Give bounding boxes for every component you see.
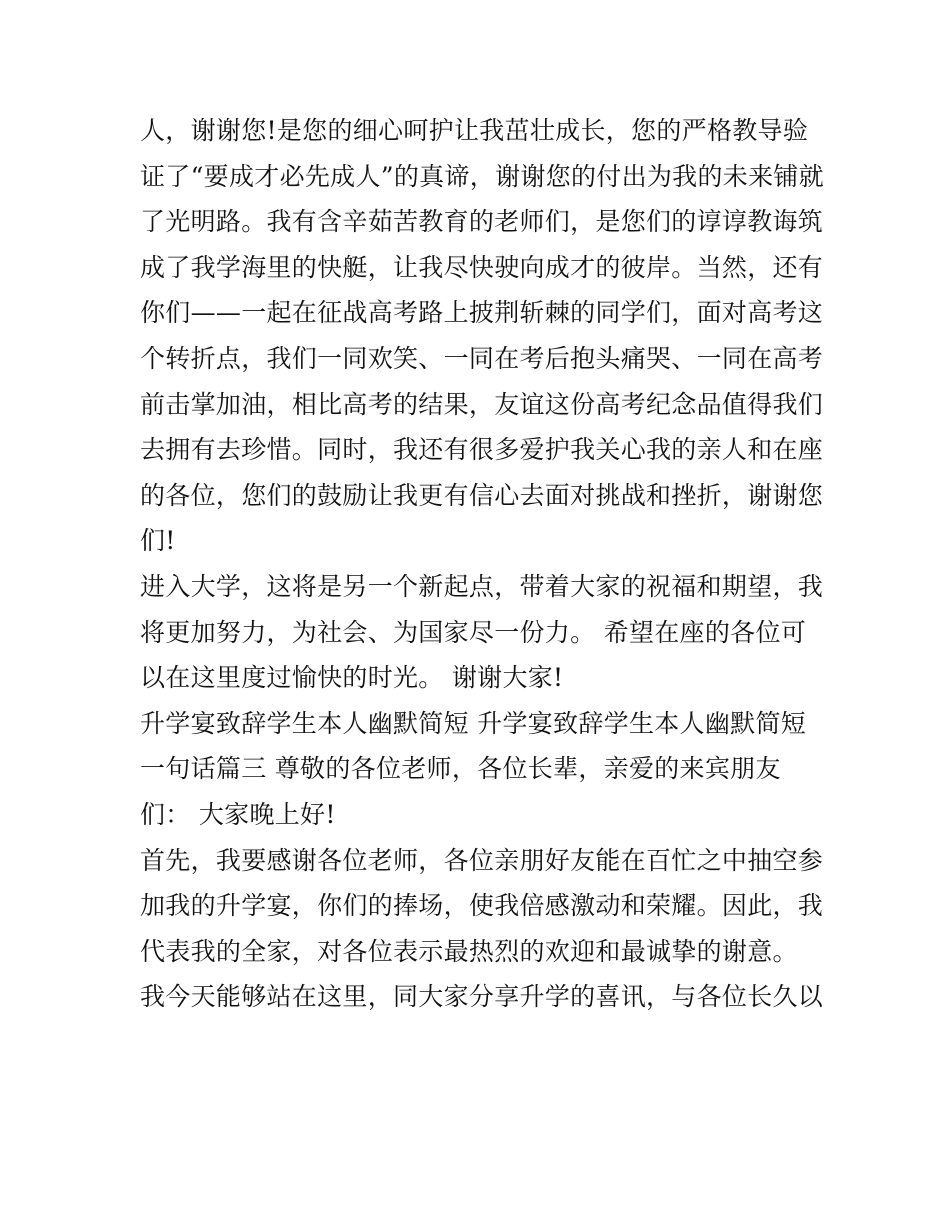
text-line: 首先，我要感谢各位老师，各位亲朋好友能在百忙之中抽空参 [140, 845, 824, 875]
text-line: 成了我学海里的快艇，让我尽快驶向成才的彼岸。当然，还有 [140, 252, 824, 282]
text-line: 去拥有去珍惜。同时，我还有很多爱护我关心我的亲人和在座 [140, 435, 824, 465]
text-line: 一句话篇三 尊敬的各位老师，各位长辈，亲爱的来宾朋友 [140, 754, 781, 784]
text-line: 以在这里度过愉快的时光。 谢谢大家! [140, 663, 564, 693]
text-line: 们! [140, 526, 176, 556]
text-line: 进入大学，这将是另一个新起点，带着大家的祝福和期望，我 [140, 571, 824, 601]
speech-text [140, 108, 824, 1020]
text-line: 们： 大家晚上好! [140, 799, 336, 829]
text-line: 升学宴致辞学生本人幽默简短 升学宴致辞学生本人幽默简短 [140, 708, 807, 738]
text-line: 证了“要成才必先成人”的真谛，谢谢您的付出为我的未来铺就 [140, 161, 824, 191]
text-line: 我今天能够站在这里，同大家分享升学的喜讯，与各位长久以 [140, 982, 824, 1012]
text-line: 的各位，您们的鼓励让我更有信心去面对挑战和挫折，谢谢您 [140, 480, 824, 510]
text-line: 个转折点，我们一同欢笑、一同在考后抱头痛哭、一同在高考 [140, 343, 824, 373]
text-line: 人，谢谢您!是您的细心呵护让我茁壮成长，您的严格教导验 [140, 116, 809, 145]
text-line: 了光明路。我有含辛茹苦教育的老师们，是您们的谆谆教诲筑 [140, 207, 824, 237]
text-line: 将更加努力，为社会、为国家尽一份力。 希望在座的各位可 [140, 617, 807, 647]
text-line: 加我的升学宴，你们的捧场，使我倍感激动和荣耀。因此，我 [140, 891, 824, 921]
text-line: 前击掌加油，相比高考的结果，友谊这份高考纪念品值得我们 [140, 389, 824, 419]
text-line: 你们——一起在征战高考路上披荆斩棘的同学们，面对高考这 [140, 298, 824, 328]
text-line: 代表我的全家，对各位表示最热烈的欢迎和最诚挚的谢意。 [140, 936, 798, 966]
